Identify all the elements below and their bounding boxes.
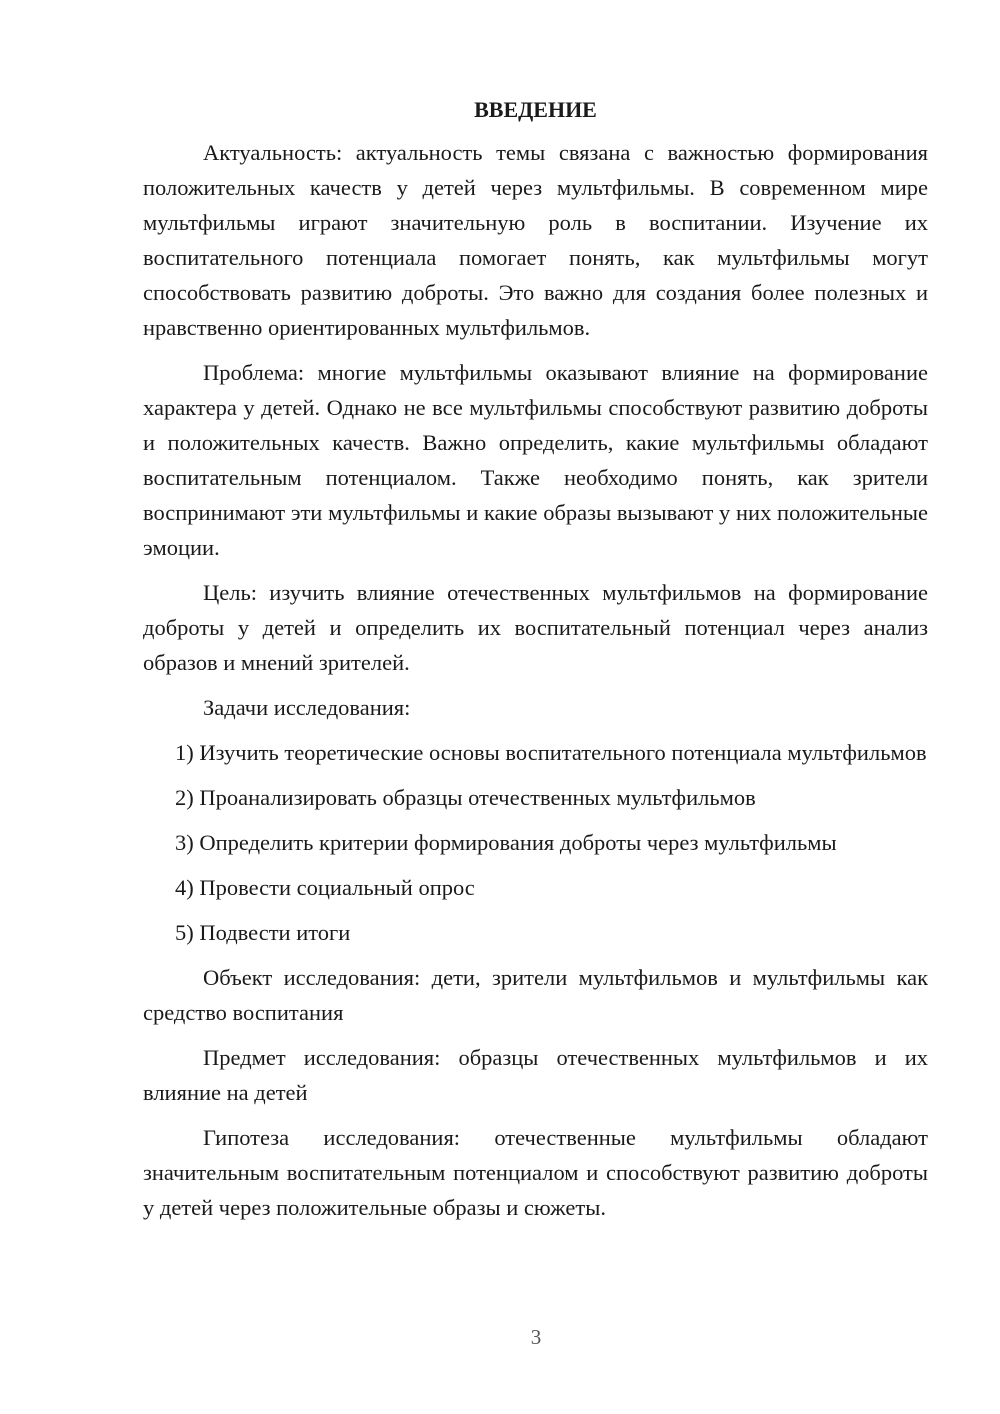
- page-content: [143, 95, 928, 1235]
- list-item: 3) Определить критерии формирования доброты через мультфильмы: [175, 830, 837, 855]
- section-title: ВВЕДЕНИЕ: [474, 97, 597, 122]
- list-item: 5) Подвести итоги: [175, 920, 351, 945]
- goal-paragraph: Цель: изучить влияние отечественных мультфильмов на формирование доброты у детей и определить их воспитательный потенциал через анализ образов и мнений зрителей.: [143, 580, 928, 675]
- page-number: 3: [530, 1325, 542, 1349]
- tasks-list: [143, 735, 928, 950]
- subject-paragraph: Предмет исследования: образцы отечественных мультфильмов и их влияние на детей: [143, 1045, 928, 1105]
- tasks-heading: Задачи исследования:: [203, 695, 411, 720]
- list-item: 2) Проанализировать образцы отечественных мультфильмов: [175, 785, 756, 810]
- object-paragraph: Объект исследования: дети, зрители мультфильмов и мультфильмы как средство воспитания: [143, 965, 928, 1025]
- problem-paragraph: Проблема: многие мультфильмы оказывают влияние на формирование характера у детей. Однако не все мультфильмы способствуют развитию доброты и положительных качеств. Важно определить, какие мультфильмы обладают воспитательным потенциалом. Также необходимо понять, как зрители воспринимают эти мультфильмы и какие образы вызывают у них положительные эмоции.: [143, 360, 928, 560]
- list-item: 1) Изучить теоретические основы воспитательного потенциала мультфильмов: [175, 740, 927, 765]
- relevance-paragraph: Актуальность: актуальность темы связана с важностью формирования положительных качеств у детей через мультфильмы. В современном мире мультфильмы играют значительную роль в воспитании. Изучение их воспитательного потенциала помогает понять, как мультфильмы могут способствовать развитию доброты. Это важно для создания более полезных и нравственно ориентированных мультфильмов.: [143, 140, 928, 340]
- list-item: 4) Провести социальный опрос: [175, 875, 475, 900]
- hypothesis-paragraph: Гипотеза исследования: отечественные мультфильмы обладают значительным воспитательным потенциалом и способствуют развитию доброты у детей через положительные образы и сюжеты.: [143, 1125, 928, 1220]
